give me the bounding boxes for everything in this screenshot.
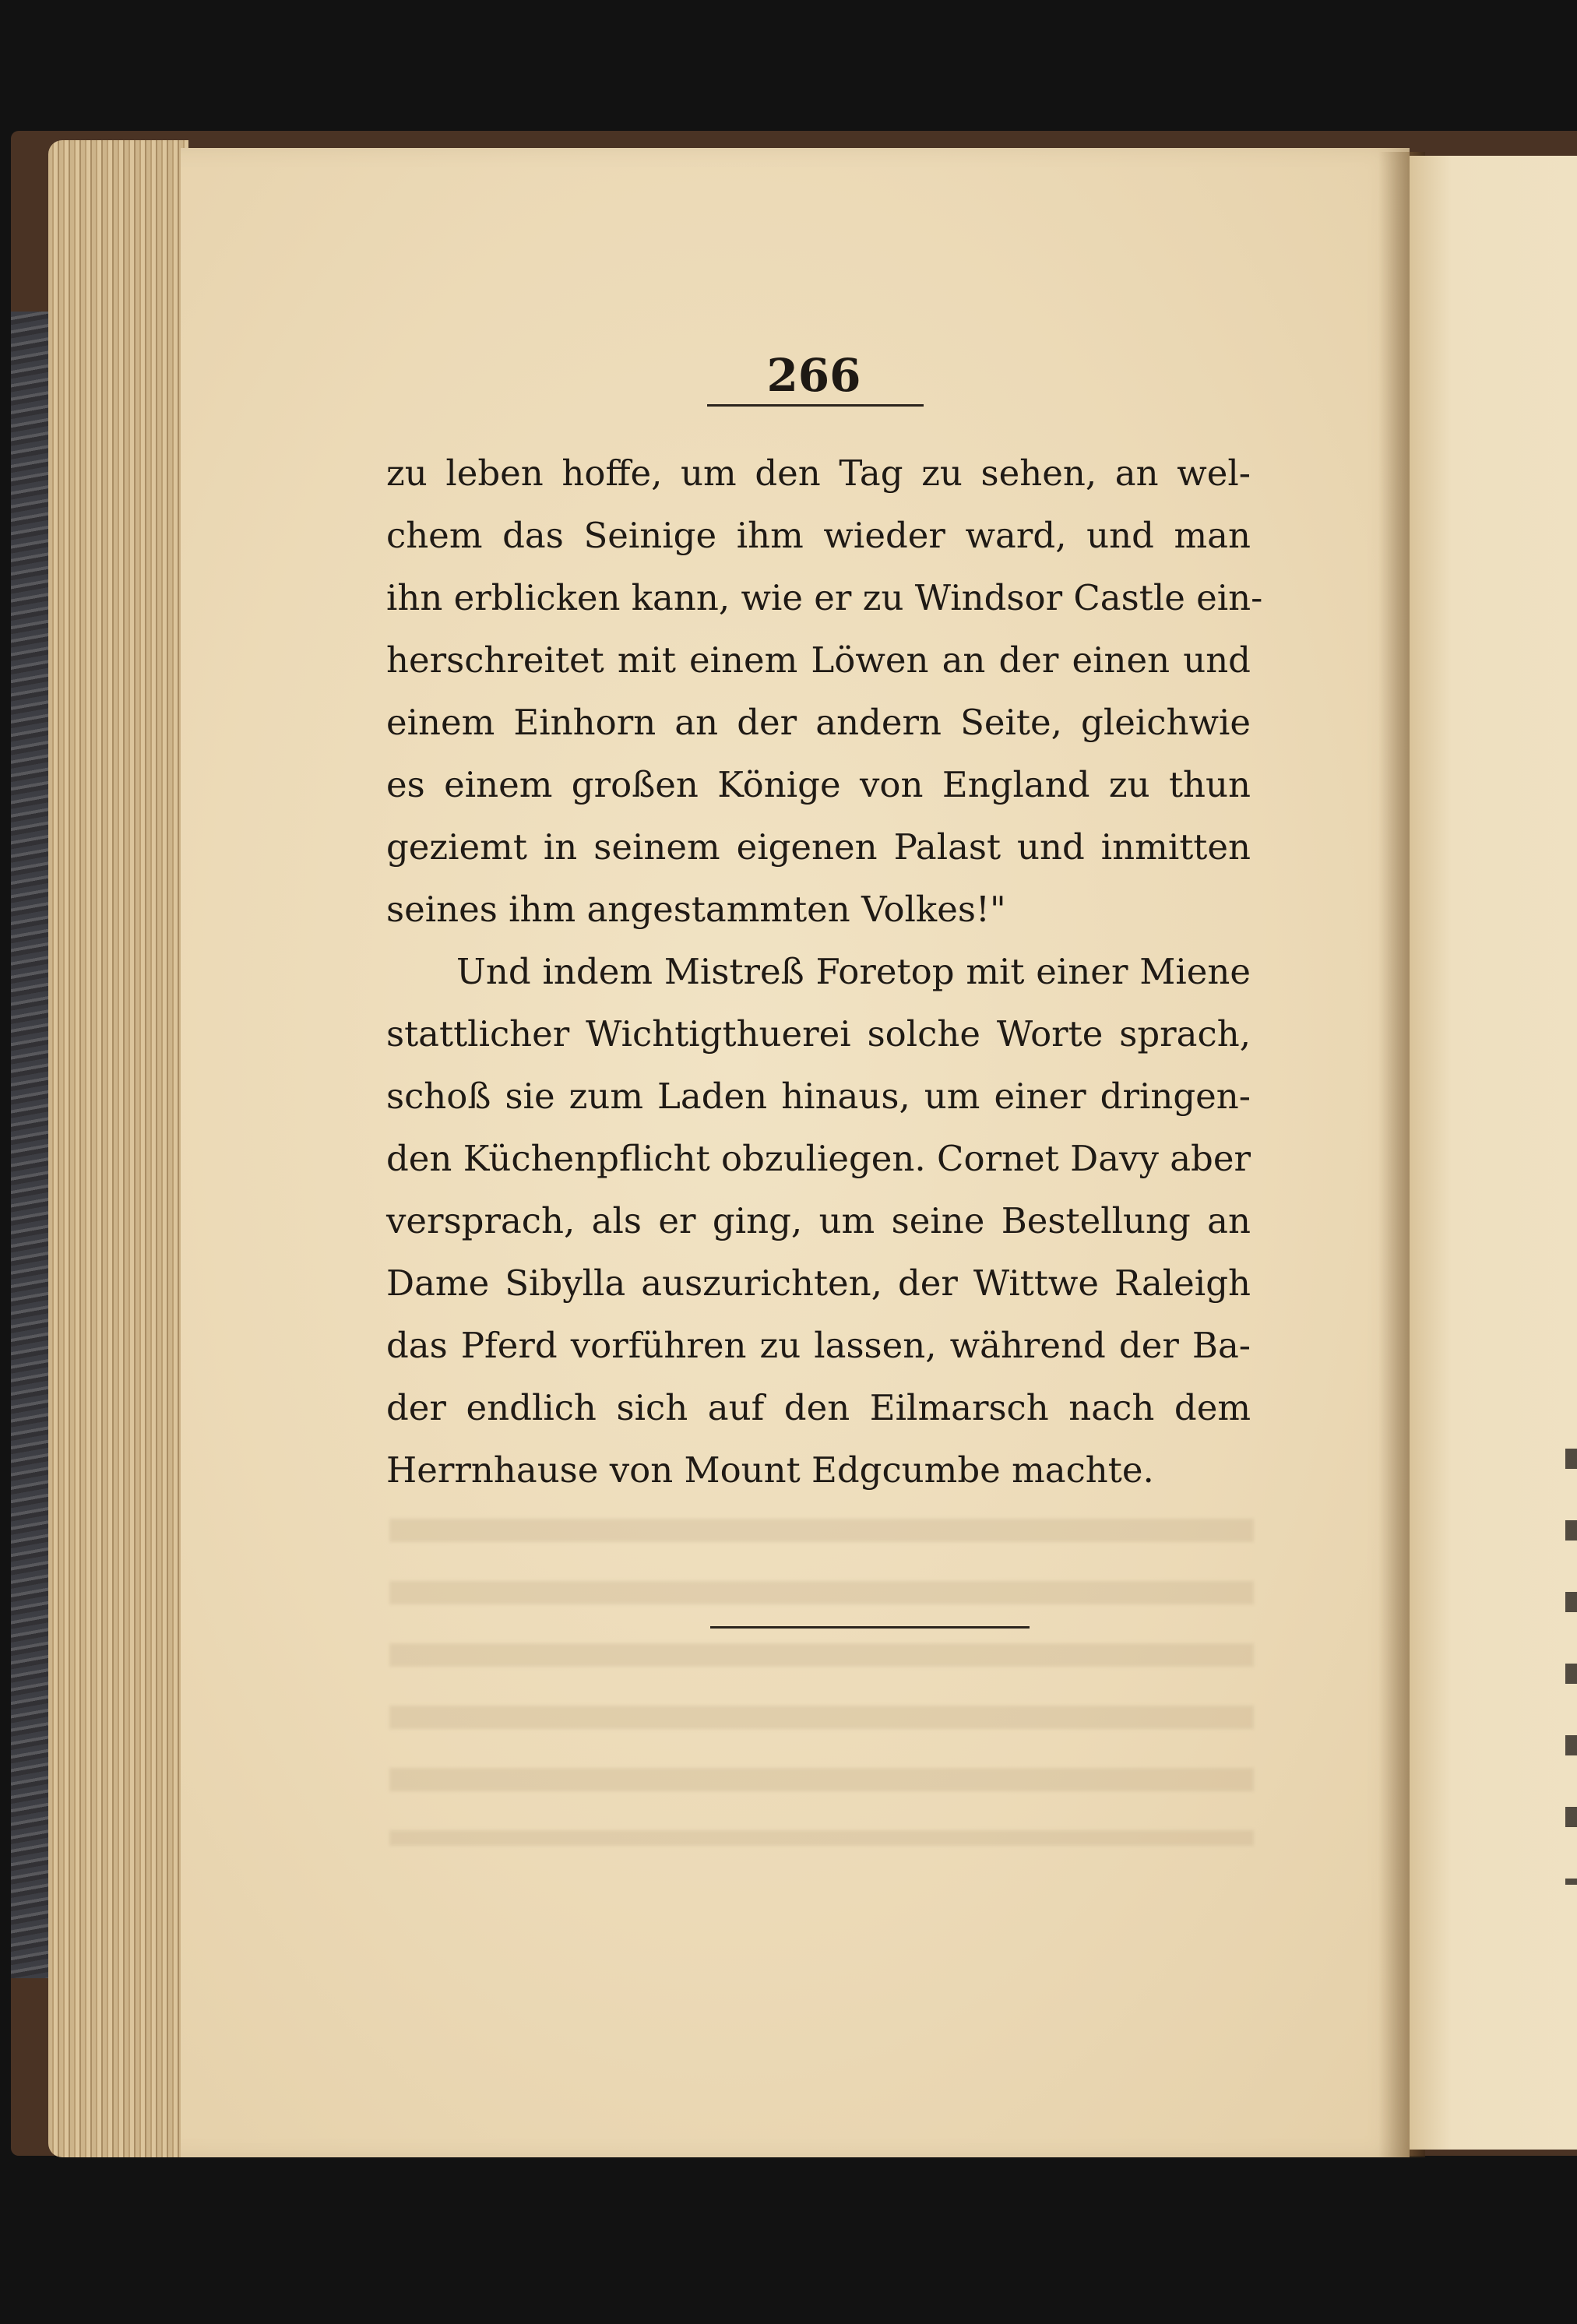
text-line: ihn erblicken kann, wie er zu Windsor Castle ein-	[386, 577, 1263, 618]
right-page-text-edge	[1565, 1449, 1577, 1885]
text-line: herschreitet mit einem Löwen an der einen und	[386, 639, 1251, 681]
page-number: 266	[766, 349, 861, 402]
text-line: zu leben hoffe, um den Tag zu sehen, an wel-	[386, 452, 1251, 494]
body-text	[386, 442, 1263, 1502]
page-block-edges	[48, 140, 188, 2157]
text-line: das Pferd vorführen zu lassen, während der Ba-	[386, 1325, 1251, 1366]
text-line: seines ihm angestammten Volkes!"	[386, 889, 1006, 930]
show-through-text	[389, 1519, 1254, 1846]
text-line: Herrnhause von Mount Edgcumbe machte.	[386, 1449, 1154, 1491]
right-page-sliver	[1410, 156, 1577, 2150]
text-line: der endlich sich auf den Eilmarsch nach dem	[386, 1387, 1251, 1428]
text-line: schoß sie zum Laden hinaus, um einer dringen-	[386, 1076, 1251, 1117]
text-line: stattlicher Wichtigthuerei solche Worte sprach,	[386, 1013, 1251, 1055]
text-line: es einem großen Könige von England zu thun	[386, 764, 1251, 805]
header-rule	[707, 404, 924, 407]
text-line: Dame Sibylla auszurichten, der Wittwe Raleigh	[386, 1262, 1251, 1304]
end-rule	[710, 1626, 1030, 1629]
text-line: chem das Seinige ihm wieder ward, und man	[386, 515, 1251, 556]
text-line: den Küchenpflicht obzuliegen. Cornet Davy aber	[386, 1138, 1251, 1179]
text-line: einem Einhorn an der andern Seite, gleichwie	[386, 702, 1251, 743]
text-line: versprach, als er ging, um seine Bestellung an	[386, 1200, 1251, 1241]
paragraph-start-line: Und indem Mistreß Foretop mit einer Miene	[456, 951, 1251, 992]
text-line: geziemt in seinem eigenen Palast und inmitten	[386, 826, 1251, 868]
